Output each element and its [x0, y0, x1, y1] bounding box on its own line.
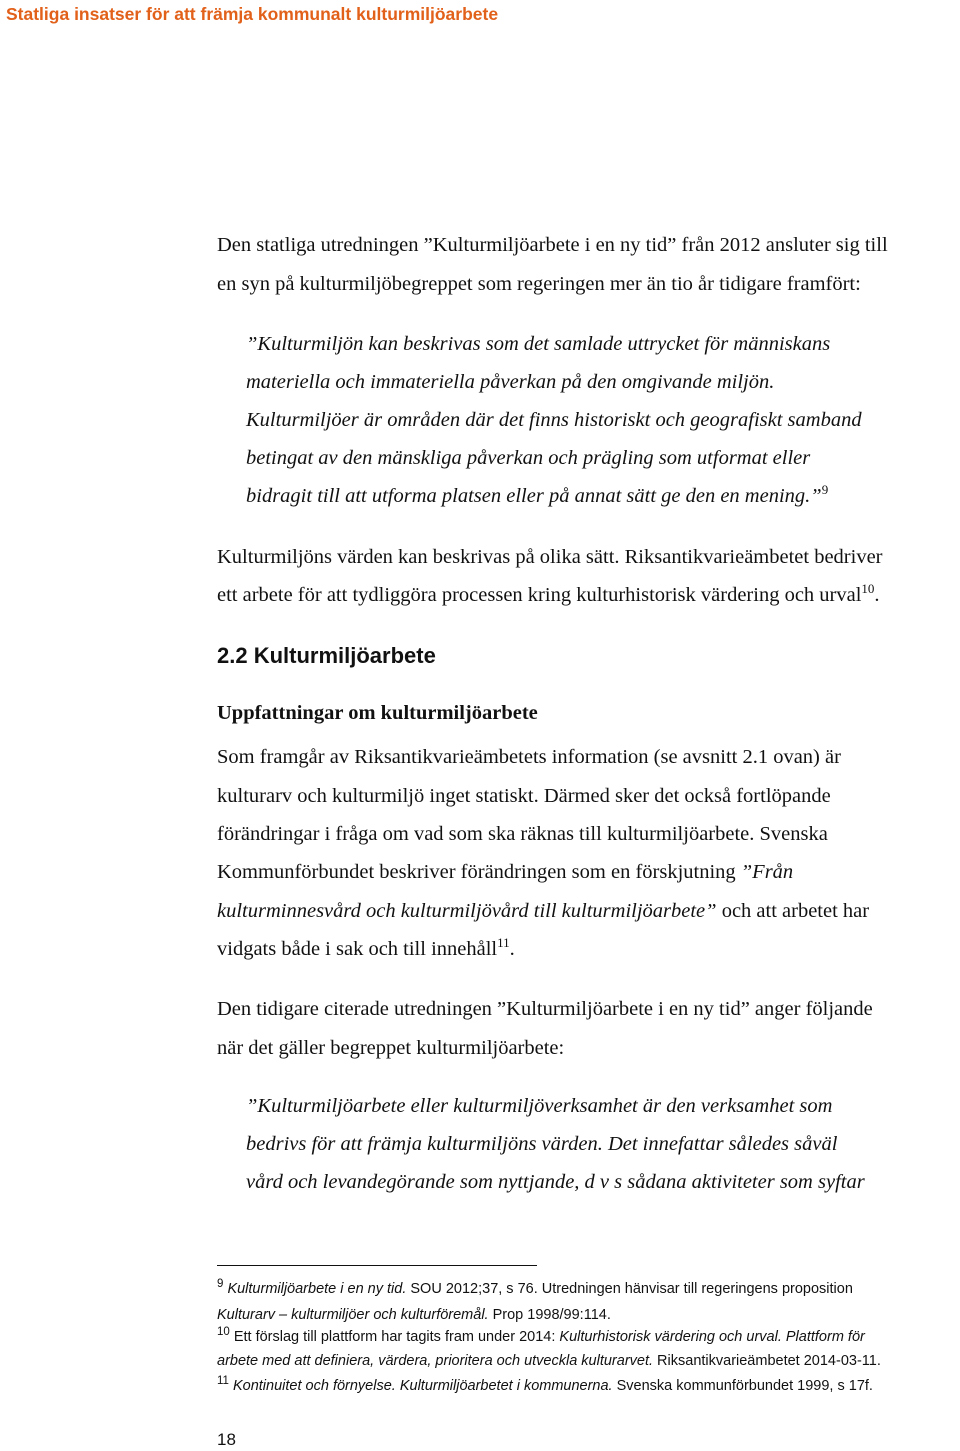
running-header: Statliga insatser för att främja kommunalt kulturmiljöarbete: [6, 4, 499, 24]
quote-line: Kulturmiljöer är områden där det finns historiskt och geografiskt samband: [246, 409, 862, 431]
paragraph-line: Den statliga utredningen ”Kulturmiljöarbete i en ny tid” från 2012 ansluter sig till: [217, 234, 888, 256]
period: .: [509, 938, 515, 960]
footnote-title: arbete med att definiera, värdera, prioritera och utveckla kulturarvet.: [217, 1353, 654, 1369]
italic-quote: ”Från: [740, 861, 794, 883]
footnote-10-line-1: [217, 1328, 865, 1346]
paragraph-line: Den tidigare citerade utredningen ”Kulturmiljöarbete i en ny tid” anger följande: [217, 998, 873, 1020]
footnote-separator: [217, 1265, 537, 1266]
paragraph-line: förändringar i fråga om vad som ska räknas till kulturmiljöarbete. Svenska: [217, 823, 828, 845]
footnote-title: Kulturmiljöarbete i en ny tid.: [227, 1281, 407, 1297]
paragraph-text: vidgats både i sak och till innehåll: [217, 938, 498, 960]
footnote-title: Kontinuitet och förnyelse. Kulturmiljöarbetet i kommunerna.: [228, 1378, 613, 1394]
footnote-title: Kulturhistorisk värdering och urval. Plattform för: [559, 1329, 865, 1345]
italic-quote: kulturminnesvård och kulturmiljövård till kulturmiljöarbete”: [217, 900, 717, 922]
footnote-11-line-1: [217, 1377, 873, 1395]
quote-text: bidragit till att utforma platsen eller på annat sätt ge den en mening.”: [246, 485, 822, 507]
paragraph-text: och att arbetet har: [716, 900, 870, 922]
footnote-number: 9: [217, 1278, 224, 1291]
section-heading: 2.2 Kulturmiljöarbete: [217, 643, 436, 668]
paragraph-line: Som framgår av Riksantikvarieämbetets information (se avsnitt 2.1 ovan) är: [217, 746, 841, 768]
footnote-ref-10[interactable]: 10: [861, 581, 875, 597]
paragraph-line: när det gäller begreppet kulturmiljöarbete:: [217, 1037, 565, 1059]
paragraph-line: Kulturmiljöns värden kan beskrivas på olika sätt. Riksantikvarieämbetet bedriver: [217, 546, 883, 568]
quote-line: ”Kulturmiljön kan beskrivas som det samlade uttrycket för människans: [246, 333, 831, 355]
footnote-number: 10: [217, 1326, 230, 1339]
footnote-10-line-2: [217, 1352, 881, 1370]
footnote-text: Prop 1998/99:114.: [488, 1307, 611, 1323]
paragraph-line: [217, 899, 869, 923]
paragraph-text: Kommunförbundet beskriver förändringen som en förskjutning: [217, 861, 741, 883]
paragraph-line: [217, 860, 793, 884]
paragraph-text: ett arbete för att tydliggöra processen kring kulturhistorisk värdering och urval: [217, 584, 862, 606]
footnote-9-line-1: [217, 1280, 853, 1298]
footnote-text: Ett förslag till plattform har tagits fram under 2014:: [229, 1329, 560, 1345]
quote-line: bedrivs för att främja kulturmiljöns värden. Det innefattar således såväl: [246, 1133, 838, 1155]
subsection-heading: Uppfattningar om kulturmiljöarbete: [217, 702, 538, 724]
page-number: 18: [217, 1430, 236, 1449]
quote-line: vård och levandegörande som nyttjande, d v s sådana aktiviteter som syftar: [246, 1171, 865, 1193]
paragraph-line: kulturarv och kulturmiljö inget statiskt. Därmed sker det också fortlöpande: [217, 785, 831, 807]
quote-line-last: [246, 484, 828, 508]
footnote-9-line-2: [217, 1306, 611, 1324]
paragraph-line-last: [217, 583, 880, 607]
paragraph-line-last: [217, 937, 515, 961]
period: .: [874, 584, 880, 606]
paragraph-line: en syn på kulturmiljöbegreppet som regeringen mer än tio år tidigare framfört:: [217, 273, 861, 295]
footnote-number: 11: [217, 1375, 229, 1388]
quote-line: betingat av den mänskliga påverkan och prägling som utformat eller: [246, 447, 811, 469]
footnote-title: Kulturarv – kulturmiljöer och kulturföremål.: [217, 1307, 489, 1323]
footnote-text: SOU 2012;37, s 76. Utredningen hänvisar till regeringens proposition: [406, 1281, 853, 1297]
footnote-ref-9[interactable]: 9: [821, 482, 829, 498]
quote-line: ”Kulturmiljöarbete eller kulturmiljöverksamhet är den verksamhet som: [246, 1095, 833, 1117]
quote-line: materiella och immateriella påverkan på den omgivande miljön.: [246, 371, 775, 393]
footnote-text: Riksantikvarieämbetet 2014-03-11.: [653, 1353, 881, 1369]
footnote-text: Svenska kommunförbundet 1999, s 17f.: [612, 1378, 873, 1394]
footnote-ref-11[interactable]: 11: [497, 935, 510, 951]
